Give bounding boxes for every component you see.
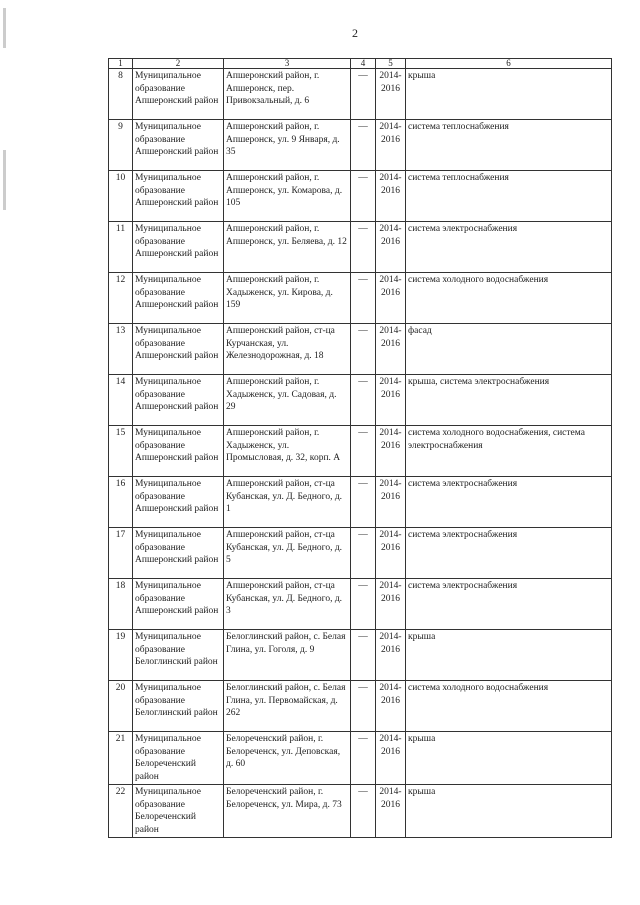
table-row: [109, 171, 612, 222]
works-cell: система холодного водоснабжения: [406, 273, 612, 324]
owner-cell: Муниципальное образование Апшеронский район: [133, 69, 224, 120]
owner-cell: Муниципальное образование Апшеронский район: [133, 426, 224, 477]
page-number: 2: [352, 26, 358, 40]
row-number: 11: [109, 222, 133, 273]
works-cell: система теплоснабжения: [406, 171, 612, 222]
owner-cell: Муниципальное образование Апшеронский район: [133, 477, 224, 528]
works-cell: система теплоснабжения: [406, 120, 612, 171]
col4-cell: —: [351, 630, 376, 681]
owner-cell: Муниципальное образование Апшеронский район: [133, 324, 224, 375]
address-cell: Апшеронский район, г. Хадыженск, ул. Садовая, д. 29: [224, 375, 351, 426]
address-cell: Апшеронский район, г. Хадыженск, ул. Промысловая, д. 32, корп. А: [224, 426, 351, 477]
col4-cell: —: [351, 681, 376, 732]
owner-cell: Муниципальное образование Белореченский район: [133, 732, 224, 785]
col4-cell: —: [351, 785, 376, 838]
works-cell: система электроснабжения: [406, 222, 612, 273]
period-cell: 2014-2016: [376, 579, 406, 630]
works-cell: система холодного водоснабжения, система электроснабжения: [406, 426, 612, 477]
period-cell: 2014-2016: [376, 785, 406, 838]
table-row: [109, 681, 612, 732]
col4-cell: —: [351, 477, 376, 528]
table-row: [109, 785, 612, 838]
period-cell: 2014-2016: [376, 222, 406, 273]
table-row: [109, 528, 612, 579]
works-cell: крыша: [406, 785, 612, 838]
table-row: [109, 324, 612, 375]
col-header: 5: [376, 59, 406, 69]
scan-margin-mark: [3, 150, 6, 210]
works-cell: крыша, система электроснабжения: [406, 375, 612, 426]
address-cell: Апшеронский район, г. Апшеронск, ул. Комарова, д. 105: [224, 171, 351, 222]
works-cell: система электроснабжения: [406, 528, 612, 579]
owner-cell: Муниципальное образование Апшеронский район: [133, 273, 224, 324]
address-cell: Апшеронский район, г. Апшеронск, пер. Привокзальный, д. 6: [224, 69, 351, 120]
address-cell: Апшеронский район, ст-ца Кубанская, ул. Д. Бедного, д. 5: [224, 528, 351, 579]
col-header: 3: [224, 59, 351, 69]
period-cell: 2014-2016: [376, 375, 406, 426]
col4-cell: —: [351, 273, 376, 324]
col4-cell: —: [351, 120, 376, 171]
row-number: 18: [109, 579, 133, 630]
works-cell: система холодного водоснабжения: [406, 681, 612, 732]
period-cell: 2014-2016: [376, 477, 406, 528]
col4-cell: —: [351, 324, 376, 375]
address-cell: Апшеронский район, г. Апшеронск, ул. Беляева, д. 12: [224, 222, 351, 273]
address-cell: Белоглинский район, с. Белая Глина, ул. Гоголя, д. 9: [224, 630, 351, 681]
col4-cell: —: [351, 732, 376, 785]
owner-cell: Муниципальное образование Апшеронский район: [133, 375, 224, 426]
period-cell: 2014-2016: [376, 69, 406, 120]
row-number: 17: [109, 528, 133, 579]
owner-cell: Муниципальное образование Апшеронский район: [133, 528, 224, 579]
period-cell: 2014-2016: [376, 528, 406, 579]
works-cell: система электроснабжения: [406, 579, 612, 630]
owner-cell: Муниципальное образование Апшеронский район: [133, 579, 224, 630]
owner-cell: Муниципальное образование Белореченский район: [133, 785, 224, 838]
col4-cell: —: [351, 69, 376, 120]
period-cell: 2014-2016: [376, 681, 406, 732]
row-number: 22: [109, 785, 133, 838]
period-cell: 2014-2016: [376, 171, 406, 222]
row-number: 9: [109, 120, 133, 171]
col4-cell: —: [351, 375, 376, 426]
row-number: 20: [109, 681, 133, 732]
period-cell: 2014-2016: [376, 630, 406, 681]
table-row: [109, 120, 612, 171]
table-row: [109, 222, 612, 273]
address-cell: Апшеронский район, ст-ца Кубанская, ул. Д. Бедного, д. 3: [224, 579, 351, 630]
owner-cell: Муниципальное образование Апшеронский район: [133, 222, 224, 273]
header-row: [109, 59, 612, 69]
row-number: 21: [109, 732, 133, 785]
address-cell: Апшеронский район, ст-ца Кубанская, ул. Д. Бедного, д. 1: [224, 477, 351, 528]
address-cell: Белореченский район, г. Белореченск, ул. Мира, д. 73: [224, 785, 351, 838]
address-cell: Апшеронский район, ст-ца Курчанская, ул. Железнодорожная, д. 18: [224, 324, 351, 375]
col4-cell: —: [351, 426, 376, 477]
table-row: [109, 579, 612, 630]
table-row: [109, 732, 612, 785]
period-cell: 2014-2016: [376, 732, 406, 785]
row-number: 19: [109, 630, 133, 681]
works-cell: крыша: [406, 732, 612, 785]
col-header: 1: [109, 59, 133, 69]
col-header: 4: [351, 59, 376, 69]
period-cell: 2014-2016: [376, 120, 406, 171]
address-cell: Апшеронский район, г. Апшеронск, ул. 9 Января, д. 35: [224, 120, 351, 171]
owner-cell: Муниципальное образование Белоглинский район: [133, 630, 224, 681]
address-cell: Белоглинский район, с. Белая Глина, ул. Первомайская, д. 262: [224, 681, 351, 732]
table-row: [109, 630, 612, 681]
table-row: [109, 477, 612, 528]
row-number: 8: [109, 69, 133, 120]
row-number: 16: [109, 477, 133, 528]
row-number: 15: [109, 426, 133, 477]
col4-cell: —: [351, 171, 376, 222]
table-row: [109, 426, 612, 477]
owner-cell: Муниципальное образование Белоглинский район: [133, 681, 224, 732]
row-number: 13: [109, 324, 133, 375]
col4-cell: —: [351, 528, 376, 579]
period-cell: 2014-2016: [376, 273, 406, 324]
table-row: [109, 273, 612, 324]
col-header: 6: [406, 59, 612, 69]
works-cell: крыша: [406, 630, 612, 681]
col4-cell: —: [351, 579, 376, 630]
owner-cell: Муниципальное образование Апшеронский район: [133, 171, 224, 222]
register-table: [108, 58, 612, 838]
works-cell: система электроснабжения: [406, 477, 612, 528]
address-cell: Белореченский район, г. Белореченск, ул. Деповская, д. 60: [224, 732, 351, 785]
period-cell: 2014-2016: [376, 324, 406, 375]
row-number: 10: [109, 171, 133, 222]
owner-cell: Муниципальное образование Апшеронский район: [133, 120, 224, 171]
scan-margin-mark: [3, 8, 6, 48]
col4-cell: —: [351, 222, 376, 273]
address-cell: Апшеронский район, г. Хадыженск, ул. Кирова, д. 159: [224, 273, 351, 324]
table-row: [109, 375, 612, 426]
period-cell: 2014-2016: [376, 426, 406, 477]
table-row: [109, 69, 612, 120]
col-header: 2: [133, 59, 224, 69]
works-cell: крыша: [406, 69, 612, 120]
works-cell: фасад: [406, 324, 612, 375]
row-number: 14: [109, 375, 133, 426]
row-number: 12: [109, 273, 133, 324]
